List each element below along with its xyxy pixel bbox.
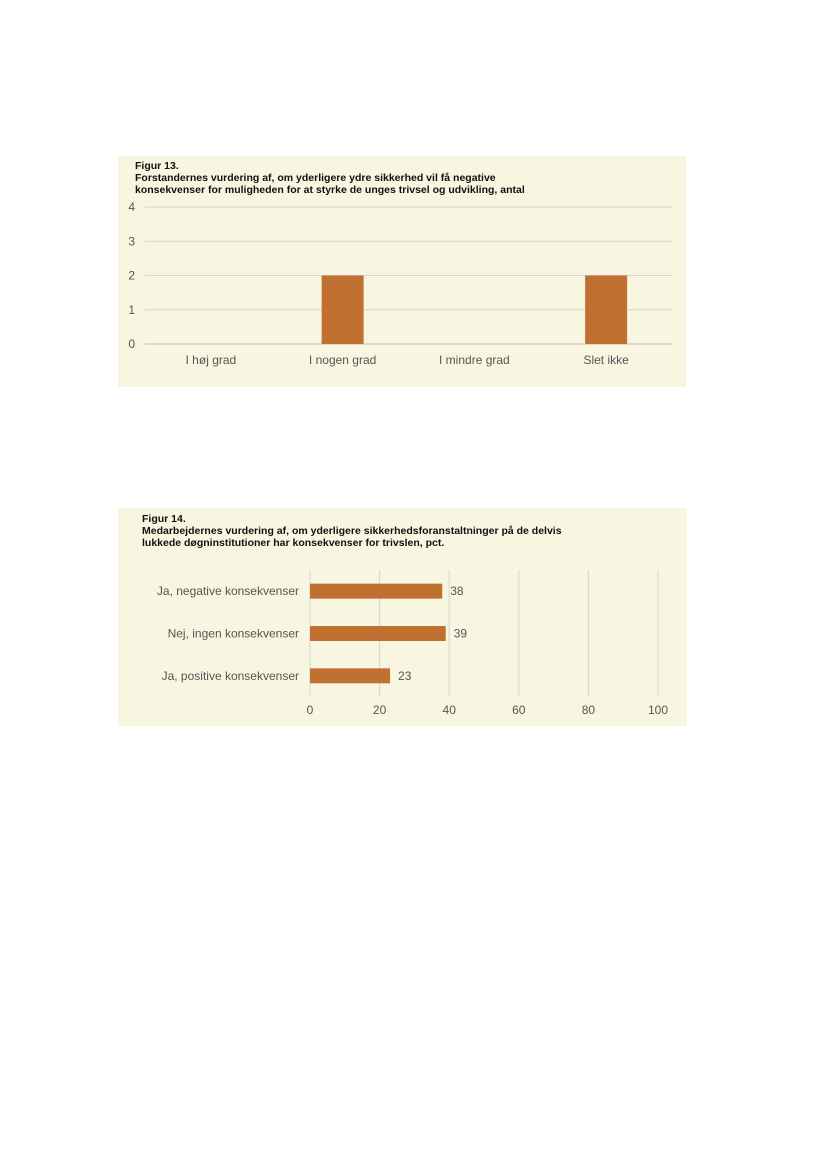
figure-title-line: konsekvenser for muligheden for at styrke de unges trivsel og udvikling, antal (135, 184, 525, 196)
x-tick-label: 20 (372, 703, 387, 717)
figure-title-line: lukkede døgninstitutioner har konsekvenser for trivslen, pct. (142, 537, 445, 549)
figure-title-line: Forstandernes vurdering af, om yderligere ydre sikkerhed vil få negative (135, 172, 496, 184)
y-category-label: Ja, positive konsekvenser (161, 668, 299, 683)
data-label: 39 (453, 626, 468, 641)
y-tick-label: 1 (128, 302, 135, 317)
x-tick-label: Slet ikke (583, 353, 629, 367)
bar (310, 584, 442, 599)
figure-title-line: Medarbejdernes vurdering af, om yderligere sikkerhedsforanstaltninger på de delvis (142, 525, 562, 537)
data-label: 38 (450, 584, 464, 599)
x-tick-label: 60 (512, 703, 526, 717)
bar (585, 276, 627, 345)
horizontal-bar-chart (118, 508, 687, 726)
y-tick-label: 2 (128, 268, 135, 283)
x-tick-label: 80 (581, 703, 596, 717)
y-category-label: Ja, negative konsekvenser (156, 584, 299, 599)
figure-label: Figur 13. (135, 160, 179, 172)
figure-14 (118, 508, 687, 726)
x-tick-label: I høj grad (185, 353, 237, 367)
y-tick-label: 0 (128, 337, 135, 351)
bar (322, 276, 364, 345)
figure-13 (118, 156, 686, 387)
x-tick-label: I nogen grad (308, 353, 377, 367)
bar (310, 626, 446, 641)
y-tick-label: 4 (128, 200, 135, 214)
y-category-label: Nej, ingen konsekvenser (167, 626, 299, 641)
figure-label: Figur 14. (142, 513, 186, 525)
vertical-bar-chart (118, 156, 686, 387)
x-tick-label: 40 (442, 703, 456, 717)
x-tick-label: I mindre grad (439, 353, 510, 367)
y-tick-label: 3 (128, 234, 135, 249)
data-label: 23 (398, 668, 412, 683)
x-tick-label: 100 (647, 703, 669, 717)
x-tick-label: 0 (306, 703, 314, 717)
bar (310, 668, 390, 683)
